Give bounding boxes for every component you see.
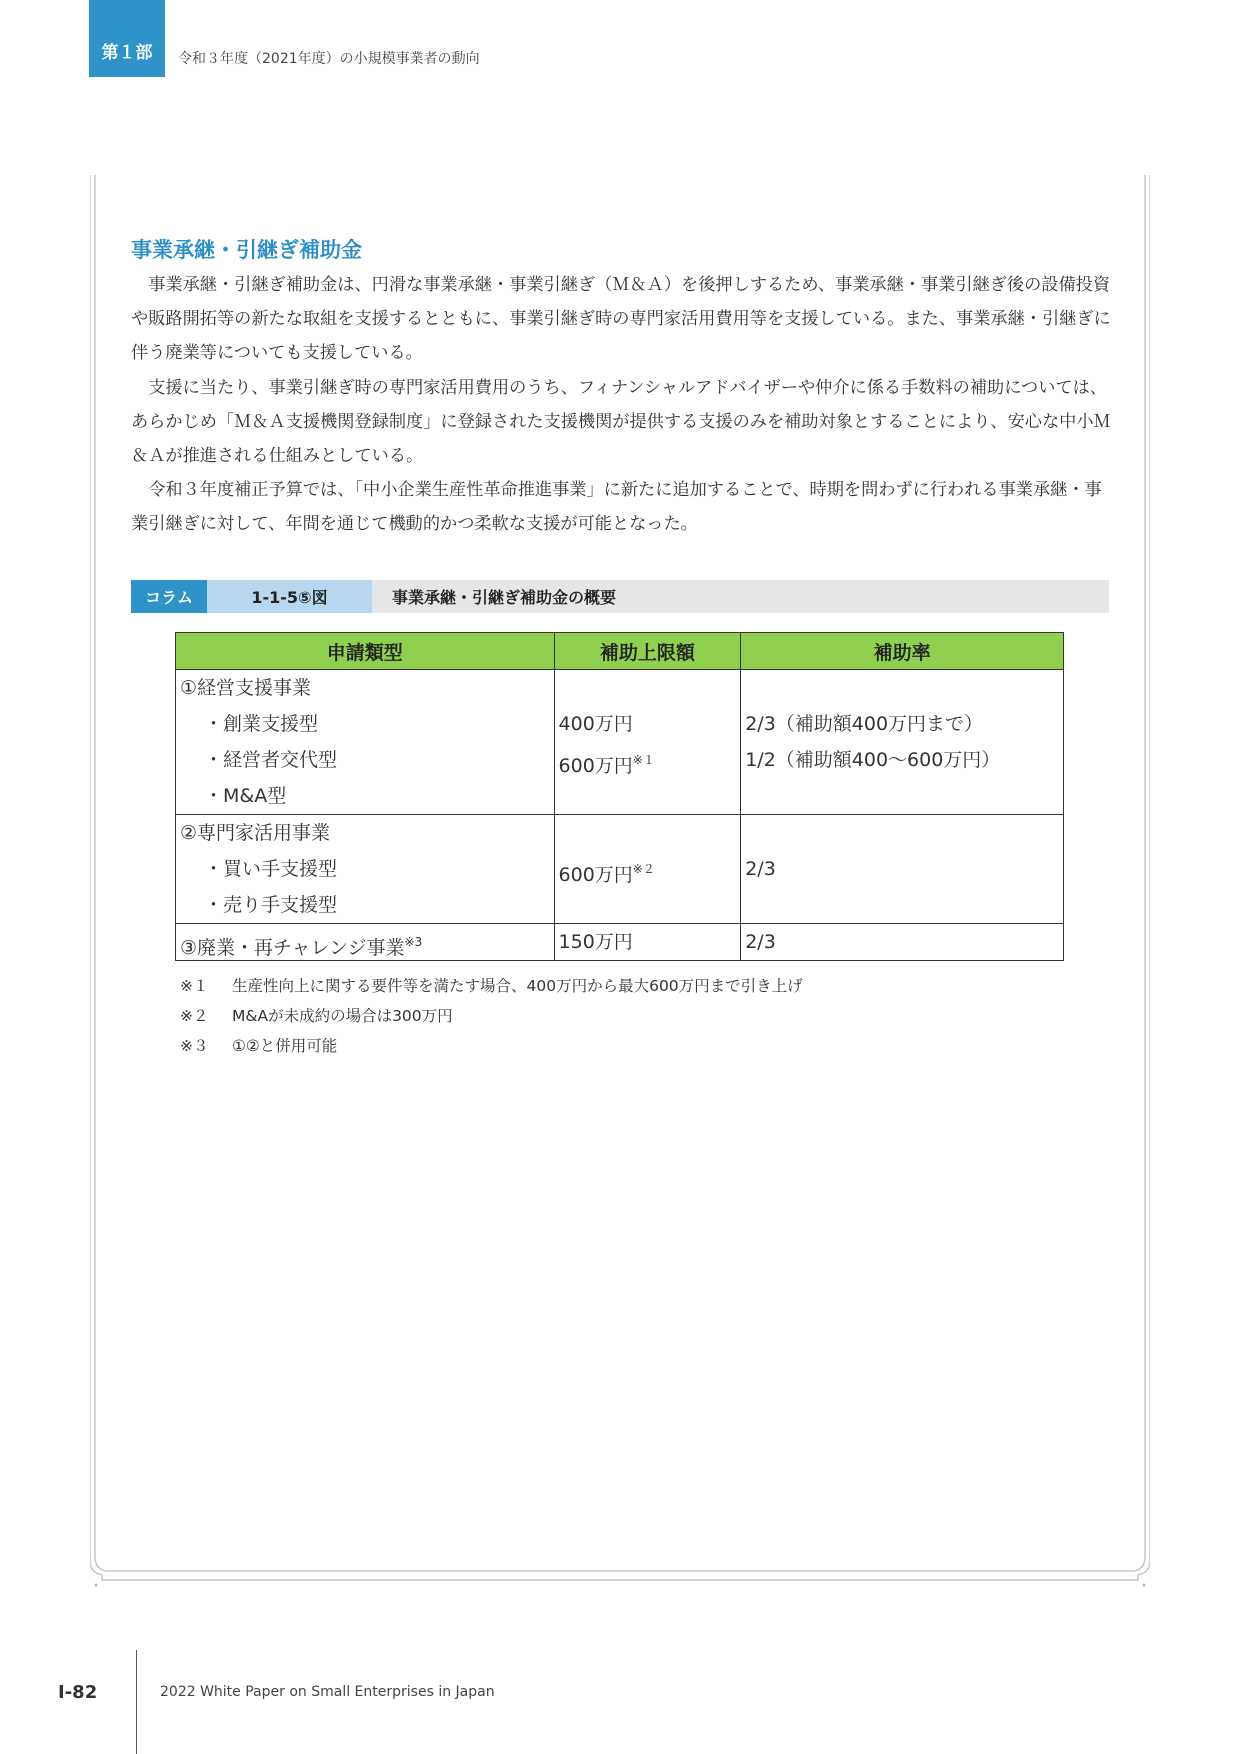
type-cell xyxy=(176,670,555,815)
header-application-type: 申請類型 xyxy=(176,633,555,670)
part-label: 第１部 xyxy=(101,43,153,63)
figure-number: 1-1-5⑤図 xyxy=(207,580,372,613)
footnote-mark: ※２ xyxy=(632,862,655,876)
footnote: ※１ 生産性向上に関する要件等を満たす場合、400万円から最大600万円まで引き上げ xyxy=(180,977,803,995)
limit-value: 400万円 xyxy=(558,713,633,735)
page-number: Ⅰ-82 xyxy=(58,1682,98,1703)
group-title: ②専門家活用事業 xyxy=(180,822,331,844)
table-row xyxy=(176,924,1064,961)
rate-cell xyxy=(741,670,1064,815)
limit-cell xyxy=(554,924,741,961)
part-title: 令和３年度（2021年度）の小規模事業者の動向 xyxy=(178,51,480,67)
subtype: ・創業支援型 xyxy=(204,713,319,735)
section-heading: 事業承継・引継ぎ補助金 xyxy=(131,238,362,262)
type-cell xyxy=(176,815,555,924)
limit-value: 600万円$^{※1}$ xyxy=(558,753,655,777)
subtype: ・売り手支援型 xyxy=(204,894,338,916)
table-row xyxy=(176,815,1064,924)
rate-value: 2/3（補助額400万円まで） xyxy=(745,713,984,735)
grant-table xyxy=(175,632,1064,961)
paragraph: 令和３年度補正予算では、「中小企業生産性革命推進事業」に新たに追加することで、時期を問わずに行われる事業承継・事業引継ぎに対して、年間を通じて機動的かつ柔軟な支援が可能となった。 xyxy=(131,480,1102,535)
limit-cell xyxy=(554,815,741,924)
column-label: コラム xyxy=(131,580,207,613)
subtype: ・買い手支援型 xyxy=(204,858,338,880)
paragraph: 事業承継・引継ぎ補助金は、円滑な事業承継・事業引継ぎ（Ｍ＆Ａ）を後押しするため、事業承継・事業引継ぎ後の設備投資や販路開拓等の新たな取組を支援するとともに、事業引継ぎ時の専門家活用費用等を支援している。また、事業承継・引継ぎに伴う廃業等についても支援している。 xyxy=(131,275,1111,364)
subtype: ・経営者交代型 xyxy=(204,749,338,771)
figure-caption-bar xyxy=(131,580,1109,613)
figure-title: 事業承継・引継ぎ補助金の概要 xyxy=(392,588,617,607)
footnote-mark: ※3 xyxy=(404,935,423,949)
limit-value: 600万円$^{※2}$ xyxy=(558,862,655,886)
footer-divider xyxy=(136,1650,137,1754)
footnote: ※３ ①②と併用可能 xyxy=(180,1037,338,1055)
rate-value: 2/3 xyxy=(745,858,776,880)
rate-value: 1/2（補助額400〜600万円） xyxy=(745,749,1001,771)
footnote-mark: ※１ xyxy=(632,753,655,767)
limit-cell xyxy=(554,670,741,815)
footnotes xyxy=(180,971,803,1061)
subtype: ・M&A型 xyxy=(204,785,287,807)
rate-cell xyxy=(741,815,1064,924)
group-title: ①経営支援事業 xyxy=(180,677,312,699)
type-cell xyxy=(176,924,555,961)
body-text xyxy=(131,268,1111,542)
footnote: ※２ M&Aが未成約の場合は300万円 xyxy=(180,1007,453,1025)
rate-cell xyxy=(741,924,1064,961)
header-limit: 補助上限額 xyxy=(554,633,741,670)
table-header-row xyxy=(176,633,1064,670)
part-tab xyxy=(89,0,165,77)
rate-value: 2/3 xyxy=(745,931,776,953)
group-title: ③廃業・再チャレンジ事業$^{※3}$ xyxy=(180,935,423,959)
table-row xyxy=(176,670,1064,815)
paragraph: 支援に当たり、事業引継ぎ時の専門家活用費用のうち、フィナンシャルアドバイザーや仲介に係る手数料の補助については、あらかじめ「Ｍ＆Ａ支援機関登録制度」に登録された支援機関が提供する支援のみを補助対象とすることにより、安心な中小Ｍ＆Ａが推進される仕組みとしている。 xyxy=(131,377,1111,467)
publication-title: 2022 White Paper on Small Enterprises in Japan xyxy=(160,1684,495,1700)
header-rate: 補助率 xyxy=(741,633,1064,670)
limit-value: 150万円 xyxy=(558,931,633,953)
